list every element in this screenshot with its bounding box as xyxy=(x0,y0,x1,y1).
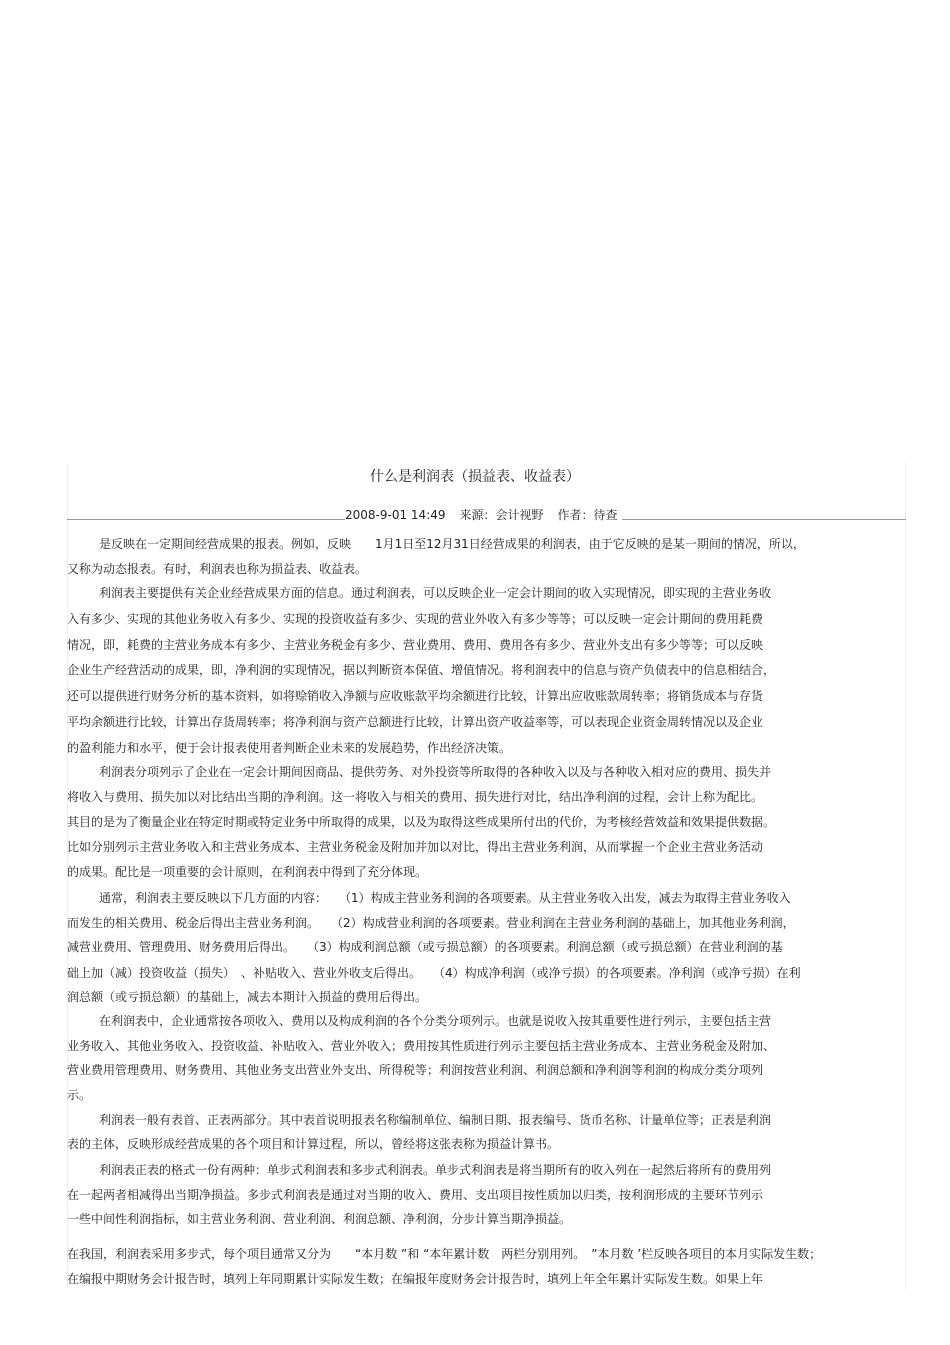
body-line: 企业生产经营活动的成果，即，净利润的实现情况，据以判断资本保值、增值情况。将利润表中的信息与资产负债表中的信息相结合， xyxy=(67,663,776,677)
body-line: 平均余额进行比较，计算出存货周转率；将净利润与资产总额进行比较，计算出资产收益率等，可以表现企业资金周转情况以及企业 xyxy=(67,715,764,729)
meta-rule-left xyxy=(67,519,345,520)
article-title: 什么是利润表（损益表、收益表） xyxy=(370,469,580,485)
body-line: 入有多少、实现的其他业务收入有多少、实现的投资收益有多少、实现的营业外收入有多少等等；可以反映一定会计期间的费用耗费 xyxy=(67,612,764,626)
body-line: 利润表分项列示了企业在一定会计期间因商品、提供劳务、对外投资等所取得的各种收入以及与各种收入相对应的费用、损失并 xyxy=(99,765,772,779)
body-line: 其目的是为了衡量企业在特定时期或特定业务中所取得的成果，以及为取得这些成果所付出的代价，为考核经营效益和效果提供数据。 xyxy=(67,815,776,829)
body-line: 表的主体，反映形成经营成果的各个项目和计算过程，所以，曾经将这张表称为损益计算书。 xyxy=(67,1137,560,1151)
body-line: 又称为动态报表。有时，利润表也称为损益表、收益表。 xyxy=(67,562,368,576)
body-line: 在一起两者相减得出当期净损益。多步式利润表是通过对当期的收入、费用、支出项目按性质加以归类，按利润形成的主要环节列示 xyxy=(67,1188,764,1202)
body-line: 础上加（减）投资收益（损失） 、补贴收入、营业外收支后得出。 （4）构成净利润（或净亏损）的各项要素。净利润（或净亏损）在利 xyxy=(67,966,801,980)
article-source: 来源：会计视野 xyxy=(459,508,544,522)
body-line: 情况，即，耗费的主营业务成本有多少、主营业务税金有多少、营业费用、费用、费用各有多少、营业外支出有多少等等；可以反映 xyxy=(67,638,764,652)
body-line: 利润表一般有表首、正表两部分。其中表首说明报表名称编制单位、编制日期、报表编号、货币名称、计量单位等；正表是利润 xyxy=(99,1113,772,1127)
body-line: 比如分别列示主营业务收入和主营业务成本、主营业务税金及附加并加以对比，得出主营业务利润，从而掌握一个企业主营业务活动 xyxy=(67,840,764,854)
body-line: 示。 xyxy=(67,1088,92,1102)
meta-rule-right xyxy=(622,519,906,520)
article-meta xyxy=(345,506,618,523)
body-line: 而发生的相关费用、税金后得出主营业务利润。 （2）构成营业利润的各项要素。营业利润在主营业务利润的基础上，加其他业务利润， xyxy=(67,916,795,930)
body-line: 还可以提供进行财务分析的基本资料，如将赊销收入净额与应收账款平均余额进行比较，计算出应收账款周转率；将销货成本与存货 xyxy=(67,689,764,703)
body-line: 的盈利能力和水平，便于会计报表使用者判断企业未来的发展趋势，作出经济决策。 xyxy=(67,741,512,755)
body-line: 利润表主要提供有关企业经营成果方面的信息。通过利润表，可以反映企业一定会计期间的收入实现情况，即实现的主营业务收 xyxy=(99,586,772,600)
article-meta-line xyxy=(67,506,906,522)
body-line: 利润表正表的格式一份有两种：单步式利润表和多步式利润表。单步式利润表是将当期所有的收入列在一起然后将所有的费用列 xyxy=(99,1163,772,1177)
body-line: 业务收入、其他业务收入、投资收益、补贴收入、营业外收入；费用按其性质进行列示主要包括主营业务成本、主营业务税金及附加、 xyxy=(67,1039,776,1053)
body-line: 润总额（或亏损总额）的基础上，减去本期计入损益的费用后得出。 xyxy=(67,990,428,1004)
content-border-right xyxy=(905,462,906,1290)
body-line: 将收入与费用、损失加以对比结出当期的净利润。这一将收入与相关的费用、损失进行对比，结出净利润的过程，会计上称为配比。 xyxy=(67,790,764,804)
article-author: 作者：待查 xyxy=(557,508,618,522)
body-line: 减营业费用、管理费用、财务费用后得出。 （3）构成利润总额（或亏损总额）的各项要素。利润总额（或亏损总额）在营业利润的基 xyxy=(67,940,783,954)
body-line: 营业费用管理费用、财务费用、其他业务支出营业外支出、所得税等；利润按营业利润、利润总额和净利润等利润的构成分类分项列 xyxy=(67,1063,764,1077)
body-line: 在我国，利润表采用多步式，每个项目通常又分为 “本月数 ”和 “本年累计数 两栏分别用列。 ”本月数 ’栏反映各项目的本月实际发生数； xyxy=(67,1247,822,1261)
body-line: 在编报中期财务会计报告时，填列上年同期累计实际发生数；在编报年度财务会计报告时，填列上年全年累计实际发生数。如果上年 xyxy=(67,1272,764,1286)
body-line: 是反映在一定期间经营成果的报表。例如，反映 1月1日至12月31日经营成果的利润表，由于它反映的是某一期间的情况，所以， xyxy=(99,537,805,551)
body-line: 通常，利润表主要反映以下几方面的内容： （1）构成主营业务利润的各项要素。从主营业务收入出发，减去为取得主营业务收入 xyxy=(99,891,791,905)
body-line: 的成果。配比是一项重要的会计原则，在利润表中得到了充分体现。 xyxy=(67,865,428,879)
body-line: 在利润表中，企业通常按各项收入、费用以及构成利润的各个分类分项列示。也就是说收入按其重要性进行列示，主要包括主营 xyxy=(99,1014,772,1028)
publish-date: 2008-9-01 14:49 xyxy=(345,508,446,522)
body-line: 一些中间性利润指标，如主营业务利润、营业利润、利润总额、净利润，分步计算当期净损益。 xyxy=(67,1212,572,1226)
